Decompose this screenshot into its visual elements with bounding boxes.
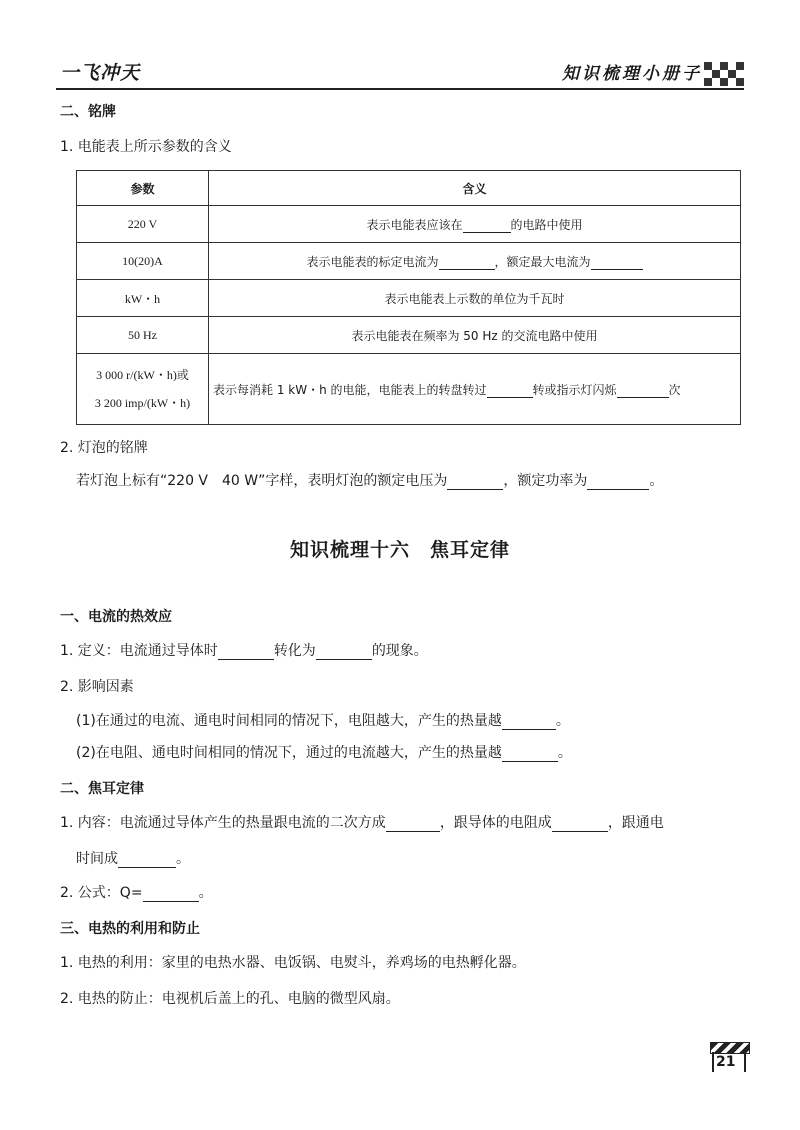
table-row	[77, 280, 741, 317]
joule-law-heading: 二、焦耳定律	[60, 781, 144, 797]
table-row	[77, 354, 741, 425]
definition-line	[60, 640, 428, 660]
factor-text: (2)在电阻、通电时间相同的情况下，通过的电流越大，产生的热量越	[76, 745, 502, 761]
param-cell: kW・h	[77, 280, 209, 317]
param-cell: 10(20)A	[77, 243, 209, 280]
table-row	[77, 206, 741, 243]
answer-blank[interactable]	[463, 218, 511, 233]
meaning-text: 表示电能表的标定电流为	[306, 254, 439, 269]
param-cell: 50 Hz	[77, 317, 209, 354]
meaning-cell: 表示电能表上示数的单位为千瓦时	[209, 280, 741, 317]
meaning-cell: 表示电能表在频率为 50 Hz 的交流电路中使用	[209, 317, 741, 354]
meaning-cell	[209, 206, 741, 243]
uses-heading: 三、电热的利用和防止	[60, 921, 200, 937]
content-text: ，跟导体的电阻成	[439, 815, 552, 831]
answer-blank[interactable]	[587, 475, 649, 490]
brand-logo-text: 一飞冲天	[60, 62, 141, 84]
definition-text: 1. 定义：电流通过导体时	[60, 643, 218, 659]
answer-blank[interactable]	[386, 817, 440, 832]
answer-blank[interactable]	[502, 747, 558, 762]
meaning-cell	[209, 354, 741, 425]
answer-blank[interactable]	[591, 255, 643, 270]
param-line: 3 200 imp/(kW・h)	[94, 396, 191, 410]
answer-blank[interactable]	[447, 475, 503, 490]
barrier-leg	[744, 1052, 746, 1072]
joule-content-line1	[60, 812, 664, 832]
meaning-cell	[209, 243, 741, 280]
factors-heading: 2. 影响因素	[60, 679, 134, 695]
param-line: 3 000 r/(kW・h)或	[96, 368, 189, 382]
formula-line	[60, 882, 213, 902]
answer-blank[interactable]	[143, 887, 199, 902]
section-title: 知识梳理十六 焦耳定律	[289, 539, 510, 561]
table-row	[77, 243, 741, 280]
content-text: 时间成	[76, 851, 118, 867]
table-header-row	[77, 171, 741, 206]
nameplate-item1: 1. 电能表上所示参数的含义	[60, 139, 232, 155]
answer-blank[interactable]	[552, 817, 608, 832]
page-number-badge	[706, 1040, 752, 1074]
bulb-text: 。	[649, 473, 664, 489]
param-cell: 220 V	[77, 206, 209, 243]
heat-effect-heading: 一、电流的热效应	[60, 609, 172, 625]
booklet-title: 知识梳理小册子	[562, 64, 702, 84]
table-row	[77, 317, 741, 354]
meaning-text: 转或指示灯闪烁	[532, 382, 617, 397]
bulb-text: 若灯泡上标有“220 V 40 W”字样，表明灯泡的额定电压为	[76, 473, 448, 489]
content-text: 。	[176, 851, 190, 867]
joule-content-line2	[76, 848, 190, 868]
param-cell	[77, 354, 209, 425]
col-header-param: 参数	[77, 171, 209, 206]
bulb-text: ，额定功率为	[503, 473, 588, 489]
answer-blank[interactable]	[118, 853, 176, 868]
nameplate-item2: 2. 灯泡的铭牌	[60, 440, 148, 456]
checker-decoration	[704, 62, 744, 86]
factor-text: 。	[557, 745, 572, 761]
formula-text: 2. 公式：Q=	[60, 885, 143, 901]
page-number: 21	[716, 1054, 736, 1070]
definition-text: 的现象。	[371, 643, 428, 659]
answer-blank[interactable]	[316, 645, 372, 660]
formula-text: 。	[198, 885, 213, 901]
header-rule	[56, 88, 744, 90]
content-text: ，跟通电	[607, 815, 664, 831]
factor-2	[76, 742, 572, 762]
content-text: 1. 内容：电流通过导体产生的热量跟电流的二次方成	[60, 815, 386, 831]
use-line: 1. 电热的利用：家里的电热水器、电饭锅、电熨斗，养鸡场的电热孵化器。	[60, 955, 526, 971]
answer-blank[interactable]	[218, 645, 274, 660]
factor-text: (1)在通过的电流、通电时间相同的情况下，电阻越大，产生的热量越	[76, 713, 502, 729]
answer-blank[interactable]	[617, 383, 669, 398]
bulb-sentence	[76, 470, 663, 490]
answer-blank[interactable]	[487, 383, 533, 398]
meter-params-table	[76, 170, 741, 425]
answer-blank[interactable]	[502, 715, 556, 730]
meaning-text: ，额定最大电流为	[494, 254, 591, 269]
nameplate-heading: 二、铭牌	[60, 104, 116, 120]
definition-text: 转化为	[273, 643, 316, 659]
meaning-text: 次	[668, 382, 681, 397]
factor-1	[76, 710, 570, 730]
barrier-leg	[712, 1052, 714, 1072]
answer-blank[interactable]	[439, 255, 495, 270]
meaning-text: 的电路中使用	[510, 217, 583, 232]
meaning-text: 表示每消耗 1 kW・h 的电能，电能表上的转盘转过	[213, 382, 487, 397]
factor-text: 。	[555, 713, 570, 729]
prevent-line: 2. 电热的防止：电视机后盖上的孔、电脑的微型风扇。	[60, 991, 400, 1007]
meaning-text: 表示电能表应该在	[366, 217, 463, 232]
col-header-meaning: 含义	[209, 171, 741, 206]
